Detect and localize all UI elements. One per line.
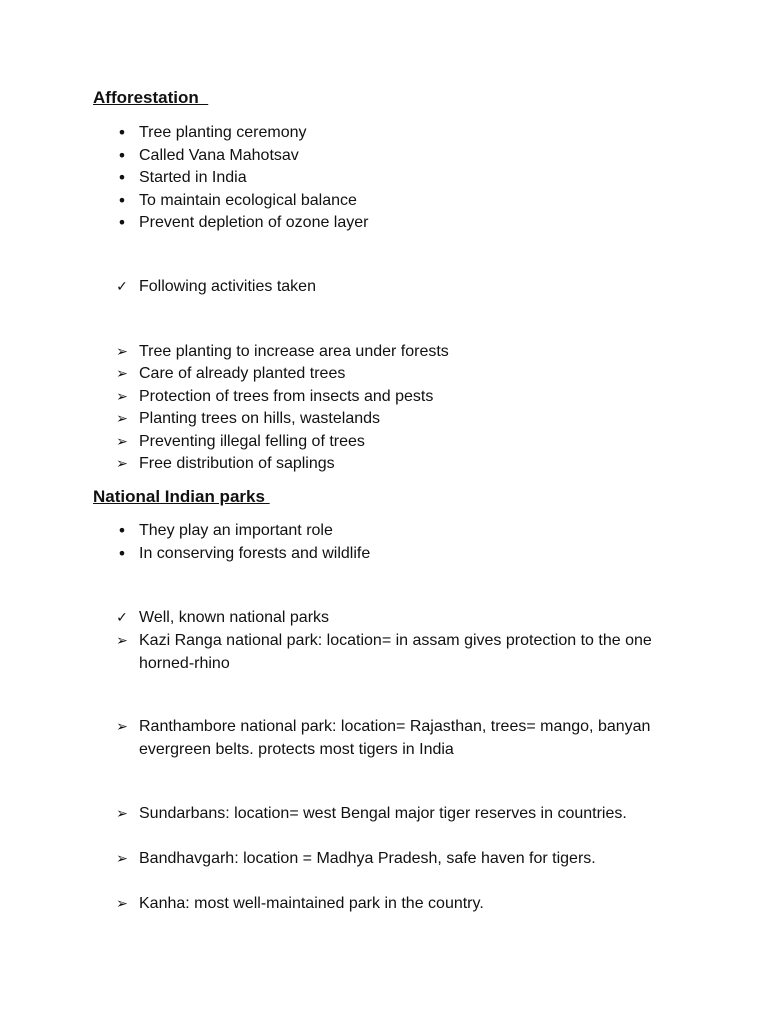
afforestation-heading: Afforestation xyxy=(93,88,209,107)
bullet-icon: • xyxy=(117,146,127,165)
arrow-icon: ➢ xyxy=(116,411,128,427)
arrow-icon: ➢ xyxy=(116,434,128,450)
checkmark-icon: ✓ xyxy=(116,279,128,295)
checkmark-icon: ✓ xyxy=(116,610,128,626)
document-page: Afforestation • Tree planting ceremony • Called Vana Mahotsav • Started in India • To maintain ecological balance • Prevent depletion of ozone layer ✓ Following activities taken ➢ Tree planting to increase area under forests ➢ Care of already planted trees ➢ Protection of trees from insects and pests ➢ Planting trees on hills, wastelands ➢ Preventing illegal felling of trees ➢ Free distribution of saplings National Indian parks • They play an important role • In conserving forests and wildlife ✓ Well, known national parks ➢ Kazi Ranga national park: location= in assam gives protection to the one horned-rhino ➢ Ranthambore national park: location= Rajasthan, trees= mango, banyan evergreen belts. protects most tigers in India ➢ Sundarbans: location= west Bengal major tiger reserves in countries. ➢ Bandhavgarh: location = Madhya Pradesh, safe haven for tigers. ➢ Kanha: most well-maintained park in the country. xyxy=(0,0,768,1024)
bullet-icon: • xyxy=(117,213,127,232)
arrow-icon: ➢ xyxy=(116,719,128,735)
arrow-icon: ➢ xyxy=(116,851,128,867)
arrow-icon: ➢ xyxy=(116,344,128,360)
bullet-icon: • xyxy=(117,123,127,142)
bullet-icon: • xyxy=(117,544,127,563)
arrow-icon: ➢ xyxy=(116,806,128,822)
arrow-icon: ➢ xyxy=(116,389,128,405)
bullet-icon: • xyxy=(117,521,127,540)
arrow-icon: ➢ xyxy=(116,366,128,382)
arrow-icon: ➢ xyxy=(116,633,128,649)
arrow-icon: ➢ xyxy=(116,896,128,912)
bullet-icon: • xyxy=(117,168,127,187)
arrow-icon: ➢ xyxy=(116,456,128,472)
parks-heading: National Indian parks xyxy=(93,487,270,506)
bullet-icon: • xyxy=(117,191,127,210)
